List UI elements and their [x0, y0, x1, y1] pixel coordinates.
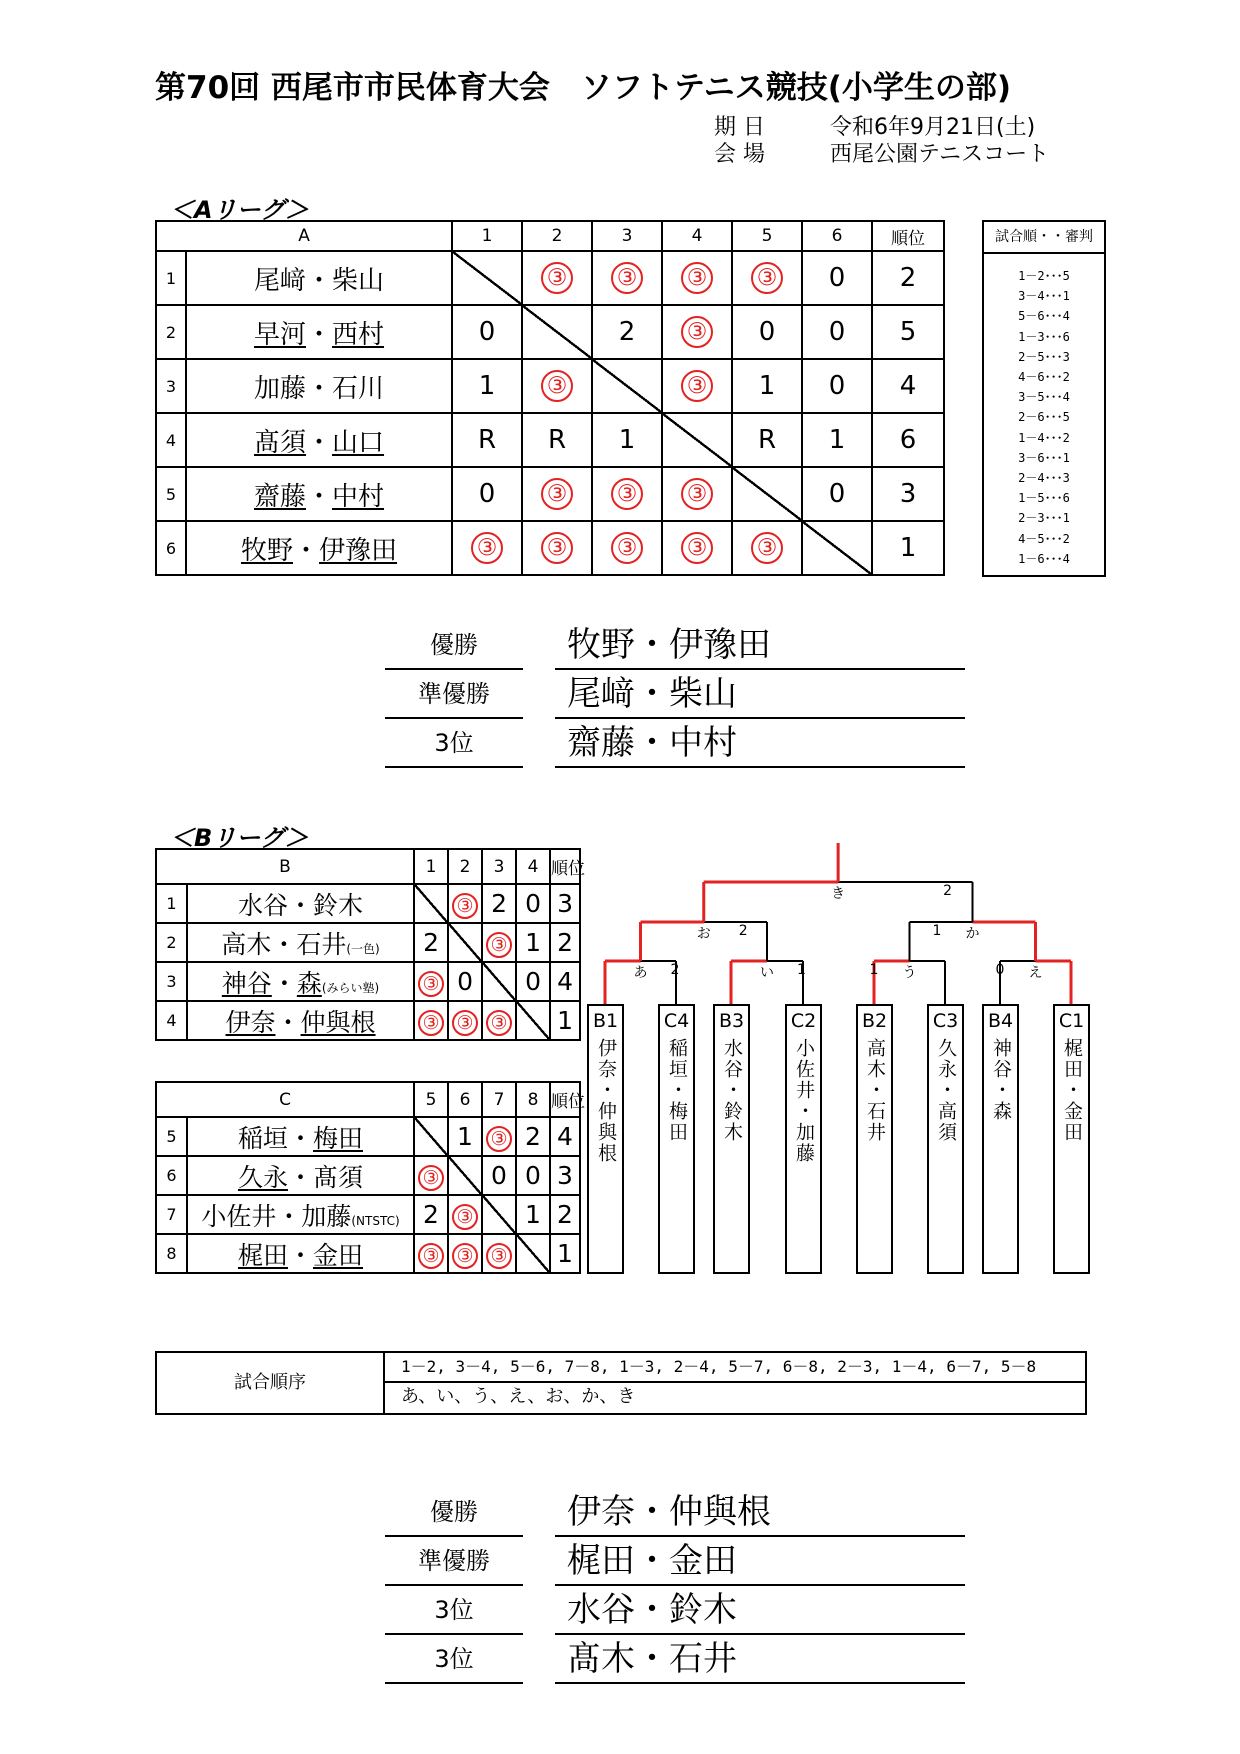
result-value: 水谷・鈴木 [555, 1588, 965, 1635]
separator: ・ [287, 1123, 313, 1153]
rank-cell: 3 [550, 1156, 580, 1195]
header-cell: 4 [516, 849, 550, 884]
match-score: 2 [670, 962, 680, 978]
venue-label: 会 場 [714, 142, 765, 167]
entry-name: 水谷・鈴木 [721, 1038, 743, 1143]
entry-name: 高木・石井 [864, 1038, 886, 1143]
header-cell: 3 [592, 221, 662, 251]
header-cell: C [156, 1082, 414, 1117]
club-note: (一色) [346, 941, 380, 956]
match-order-item: 1－3･･･6 [1018, 329, 1070, 344]
score-cell: 2 [516, 1117, 550, 1156]
player-name: 久永 [237, 1162, 288, 1192]
score-cell: 1 [452, 359, 522, 413]
player-name: 早河 [253, 319, 306, 350]
match-score: 1 [869, 962, 879, 978]
score-cell: 1 [802, 413, 872, 467]
header-cell: 2 [448, 849, 482, 884]
header-cell: 3 [482, 849, 516, 884]
separator: ・ [306, 427, 333, 458]
win-mark: ③ [486, 1126, 512, 1152]
row-number: 4 [156, 1001, 187, 1040]
player-name: 金田 [313, 1240, 364, 1270]
result-value: 髙木・石井 [555, 1637, 965, 1684]
match-score: 1 [932, 923, 942, 939]
win-mark: ③ [611, 478, 643, 510]
header-cell: 6 [802, 221, 872, 251]
result-label: 準優勝 [385, 672, 523, 719]
separator: ・ [306, 481, 333, 512]
win-mark: ③ [418, 971, 444, 997]
rank-cell: 1 [550, 1001, 580, 1040]
score-cell: 0 [448, 962, 482, 1001]
match-label: お [696, 926, 711, 942]
result-value: 梶田・金田 [555, 1539, 965, 1586]
rank-cell: 4 [550, 962, 580, 1001]
result-value: 伊奈・仲與根 [555, 1490, 965, 1537]
score-cell: 0 [802, 359, 872, 413]
row-number: 7 [156, 1195, 187, 1234]
result-label: 3位 [385, 1588, 523, 1635]
win-mark: ③ [541, 262, 573, 294]
player-name: 神谷 [221, 968, 272, 998]
match-label: う [902, 965, 917, 981]
match-order-item: 1－5･･･6 [1018, 491, 1070, 506]
win-mark: ③ [418, 1165, 444, 1191]
player-name: 高木 [221, 929, 272, 959]
result-label: 準優勝 [385, 1539, 523, 1586]
header-cell: 5 [414, 1082, 448, 1117]
match-order-item: 2－5･･･3 [1018, 349, 1070, 364]
row-number: 1 [156, 884, 187, 923]
entry-seed: B1 [592, 1010, 619, 1032]
result-value: 尾﨑・柴山 [555, 672, 965, 719]
match-order-item: 2－3･･･1 [1018, 511, 1070, 526]
win-mark: ③ [418, 1243, 444, 1269]
header-cell: 6 [448, 1082, 482, 1117]
rank-cell: 4 [550, 1117, 580, 1156]
separator: ・ [275, 1007, 301, 1037]
separator: ・ [306, 373, 333, 404]
win-mark: ③ [541, 478, 573, 510]
result-label: 優勝 [385, 1490, 523, 1537]
player-name: 髙須 [313, 1162, 364, 1192]
match-label: い [760, 965, 774, 981]
win-mark: ③ [681, 316, 713, 348]
separator: ・ [271, 968, 297, 998]
score-cell: 1 [448, 1117, 482, 1156]
match-order-item: 2－6･･･5 [1018, 410, 1070, 425]
header-cell: A [156, 221, 452, 251]
score-cell: 0 [802, 251, 872, 305]
row-number: 3 [156, 359, 186, 413]
player-name: 齋藤 [253, 481, 306, 512]
row-number: 2 [156, 305, 186, 359]
player-name: 伊豫田 [319, 535, 398, 566]
win-mark: ③ [452, 1243, 478, 1269]
score-cell: 2 [592, 305, 662, 359]
entry-seed: B3 [718, 1010, 745, 1032]
player-name: 稲垣 [237, 1123, 288, 1153]
win-mark: ③ [611, 262, 643, 294]
page-title: 第70回 西尾市市民体育大会 ソフトテニス競技(小学生の部) [155, 70, 1012, 106]
player-name: 中村 [332, 481, 385, 512]
match-order-item: 3－6･･･1 [1018, 450, 1070, 465]
win-mark: ③ [486, 932, 512, 958]
entry-name: 神谷・森 [990, 1038, 1012, 1122]
match-order-item: 4－5･･･2 [1018, 531, 1070, 546]
rank-cell: 1 [872, 521, 944, 575]
separator: ・ [306, 265, 333, 296]
match-score: 2 [943, 883, 953, 899]
rank-cell: 6 [872, 413, 944, 467]
separator: ・ [288, 890, 314, 920]
player-name: 梅田 [313, 1123, 364, 1153]
score-cell: 1 [516, 1195, 550, 1234]
match-score: 2 [738, 923, 748, 939]
entry-seed: B2 [861, 1010, 888, 1032]
entry-name: 伊奈・仲與根 [595, 1038, 617, 1164]
rank-cell: 5 [872, 305, 944, 359]
player-name: 梶田 [237, 1240, 288, 1270]
player-name: 鈴木 [313, 890, 364, 920]
row-number: 1 [156, 251, 186, 305]
club-note: (みらい塾) [321, 980, 380, 995]
header-cell: 1 [414, 849, 448, 884]
rank-cell: 4 [872, 359, 944, 413]
player-name: 西村 [332, 319, 385, 350]
entry-seed: C3 [932, 1010, 959, 1032]
result-row [385, 1490, 965, 1539]
win-mark: ③ [486, 1010, 512, 1036]
score-cell: R [522, 413, 592, 467]
match-label: あ [633, 965, 648, 981]
entry-seed: C4 [663, 1010, 690, 1032]
entry-name: 小佐井・加藤 [793, 1038, 815, 1164]
win-mark: ③ [681, 478, 713, 510]
win-mark: ③ [471, 532, 503, 564]
match-sequence-box [155, 1351, 1087, 1415]
entry-name: 稲垣・梅田 [666, 1038, 688, 1143]
match-order-header: 試合順・・審判 [984, 222, 1104, 254]
header-cell: 順位 [550, 1082, 580, 1117]
match-order-item: 2－4･･･3 [1018, 471, 1070, 486]
rank-cell: 1 [550, 1234, 580, 1273]
win-mark: ③ [681, 370, 713, 402]
score-cell: 0 [516, 884, 550, 923]
player-name: 加藤 [301, 1201, 352, 1231]
match-order-item: 1－6･･･4 [1018, 551, 1070, 566]
score-cell: 0 [732, 305, 802, 359]
match-order-item: 5－6･･･4 [1018, 309, 1070, 324]
result-row [385, 1539, 965, 1588]
player-name: 仲與根 [300, 1007, 376, 1037]
header-cell: 8 [516, 1082, 550, 1117]
player-name: 髙須 [253, 427, 306, 458]
b-results [385, 1490, 965, 1686]
result-label: 3位 [385, 721, 523, 768]
entry-seed: C2 [790, 1010, 817, 1032]
entry-seed: B4 [987, 1010, 1014, 1032]
score-cell: 0 [802, 305, 872, 359]
result-label: 優勝 [385, 623, 523, 670]
match-score: 1 [797, 962, 806, 978]
score-cell: 2 [414, 1195, 448, 1234]
header-cell: 1 [452, 221, 522, 251]
match-label: か [965, 926, 980, 942]
rank-cell: 2 [872, 251, 944, 305]
win-mark: ③ [751, 532, 783, 564]
win-mark: ③ [611, 532, 643, 564]
result-row [385, 1637, 965, 1686]
separator: ・ [293, 535, 320, 566]
header-cell: 2 [522, 221, 592, 251]
match-score: 0 [995, 962, 1005, 978]
venue-value: 西尾公園テニスコート [830, 142, 1050, 167]
separator: ・ [287, 1240, 313, 1270]
player-name: 森 [296, 968, 322, 998]
player-name: 尾﨑 [253, 265, 306, 296]
sequence-league-order: 1－2, 3－4, 5－6, 7－8, 1－3, 2－4, 5－7, 6－8, 2－3, 1－4, 6－7, 5－8 [385, 1353, 1085, 1383]
player-name: 伊奈 [225, 1007, 276, 1037]
row-number: 5 [156, 467, 186, 521]
separator: ・ [306, 319, 333, 350]
a-league-heading: ＜Aリーグ＞ [170, 196, 309, 224]
score-cell: R [732, 413, 802, 467]
header-cell: 順位 [550, 849, 580, 884]
date-label: 期 日 [714, 115, 765, 140]
match-order-item: 1－2･･･5 [1018, 269, 1070, 283]
separator: ・ [271, 929, 297, 959]
win-mark: ③ [486, 1243, 512, 1269]
score-cell: 2 [414, 923, 448, 962]
b-league-heading: ＜Bリーグ＞ [170, 824, 309, 852]
score-cell: 0 [516, 1156, 550, 1195]
score-cell: 0 [516, 962, 550, 1001]
rank-cell: 3 [872, 467, 944, 521]
entry-name: 梶田・金田 [1061, 1038, 1083, 1143]
score-cell: 1 [732, 359, 802, 413]
match-order-item: 4－6･･･2 [1018, 370, 1070, 385]
row-number: 4 [156, 413, 186, 467]
rank-cell: 3 [550, 884, 580, 923]
score-cell: 0 [452, 305, 522, 359]
win-mark: ③ [418, 1010, 444, 1036]
result-value: 牧野・伊豫田 [555, 623, 965, 670]
win-mark: ③ [541, 370, 573, 402]
result-row [385, 1588, 965, 1637]
row-number: 6 [156, 521, 186, 575]
player-name: 石井 [296, 929, 347, 959]
sequence-bracket-order: あ、い、う、え、お、か、き [401, 1386, 636, 1407]
player-name: 柴山 [332, 265, 385, 296]
win-mark: ③ [681, 262, 713, 294]
header-cell: 順位 [872, 221, 944, 251]
score-cell: R [452, 413, 522, 467]
win-mark: ③ [751, 262, 783, 294]
date-value: 令和6年9月21日(土) [830, 115, 1036, 140]
result-value: 齋藤・中村 [555, 721, 965, 768]
score-cell: 0 [452, 467, 522, 521]
score-cell: 0 [482, 1156, 516, 1195]
win-mark: ③ [541, 532, 573, 564]
separator: ・ [287, 1162, 313, 1192]
header-cell: 7 [482, 1082, 516, 1117]
separator: ・ [276, 1201, 302, 1231]
player-name: 山口 [332, 427, 385, 458]
header-cell: 4 [662, 221, 732, 251]
score-cell: 1 [592, 413, 662, 467]
sequence-label: 試合順序 [157, 1353, 385, 1413]
match-label: き [831, 886, 846, 902]
score-cell: 2 [482, 884, 516, 923]
rank-cell: 2 [550, 1195, 580, 1234]
match-label: え [1028, 965, 1043, 981]
player-name: 牧野 [240, 535, 293, 566]
club-note: (NTSTC) [351, 1213, 400, 1228]
match-order-item: 3－5･･･4 [1018, 390, 1070, 405]
win-mark: ③ [452, 1204, 478, 1230]
score-cell: 0 [802, 467, 872, 521]
match-order-item: 1－4･･･2 [1018, 430, 1070, 445]
score-cell: 1 [516, 923, 550, 962]
row-number: 5 [156, 1117, 187, 1156]
entry-name: 久永・高須 [935, 1038, 957, 1143]
header-cell: 5 [732, 221, 802, 251]
player-name: 石川 [332, 373, 385, 404]
player-name: 小佐井 [201, 1201, 277, 1231]
rank-cell: 2 [550, 923, 580, 962]
row-number: 6 [156, 1156, 187, 1195]
header-cell: B [156, 849, 414, 884]
player-name: 水谷 [237, 890, 288, 920]
player-name: 加藤 [253, 373, 306, 404]
result-label: 3位 [385, 1637, 523, 1684]
win-mark: ③ [452, 893, 478, 919]
row-number: 2 [156, 923, 187, 962]
match-order-item: 3－4･･･1 [1018, 289, 1070, 304]
win-mark: ③ [452, 1010, 478, 1036]
row-number: 3 [156, 962, 187, 1001]
row-number: 8 [156, 1234, 187, 1273]
entry-seed: C1 [1058, 1010, 1085, 1032]
win-mark: ③ [681, 532, 713, 564]
